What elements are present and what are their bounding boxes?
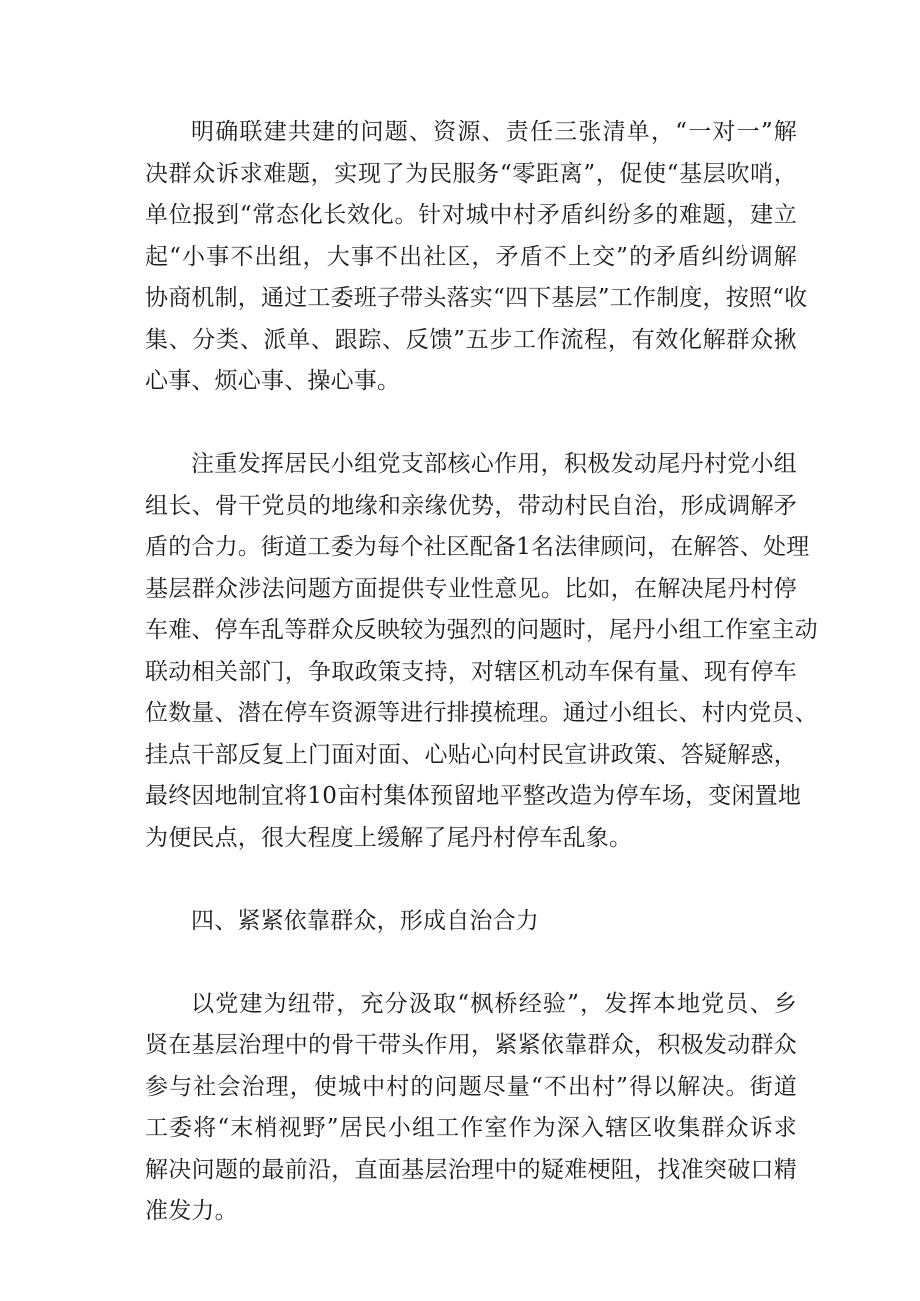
paragraph-line: 挂点干部反复上门面对面、心贴心向村民宣讲政策、答疑解惑， [145,741,797,768]
paragraph-1 [145,112,808,403]
paragraph-line: 联动相关部门，争取政策支持，对辖区机动车保有量、现有停车 [145,658,797,685]
paragraph-line: 车难、停车乱等群众反映较为强烈的问题时，尾丹小组工作室主动 [145,617,818,643]
paragraph-line: 解决问题的最前沿，直面基层治理中的疑难梗阻，找准突破口精 [145,1156,797,1183]
paragraph-line: 注重发挥居民小组党支部核心作用，积极发动尾丹村党小组 [191,451,797,477]
section-heading: 四、紧紧依靠群众，形成自治合力 [191,907,539,934]
paragraph-line: 组长、骨干党员的地缘和亲缘优势，带动村民自治，形成调解矛 [145,492,797,519]
paragraph-line: 协商机制，通过工委班子带头落实“四下基层”工作制度，按照“收 [145,285,808,311]
paragraph-line: 决群众诉求难题，实现了为民服务“零距离”，促使“基层吹哨， [145,160,797,187]
document-body [145,112,818,1274]
paragraph-line: 为便民点，很大程度上缓解了尾丹村停车乱象。 [145,824,633,851]
paragraph-line: 起“小事不出组，大事不出社区，矛盾不上交”的矛盾纠纷调解 [145,243,797,270]
paragraph-line: 工委将“末梢视野”居民小组工作室作为深入辖区收集群众诉求 [145,1115,797,1141]
paragraph-line: 心事、烦心事、操心事。 [145,368,401,394]
paragraph-line: 盾的合力。街道工委为每个社区配备1名法律顾问，在解答、处理 [145,534,810,560]
paragraph-3 [145,984,797,1233]
paragraph-line: 基层群众涉法问题方面提供专业性意见。比如，在解决尾丹村停 [145,575,797,602]
paragraph-line: 贤在基层治理中的骨干带头作用，紧紧依靠群众，积极发动群众 [145,1032,797,1058]
paragraph-line: 位数量、潜在停车资源等进行排摸梳理。通过小组长、村内党员、 [145,700,818,726]
paragraph-line: 单位报到“常态化长效化。针对城中村矛盾纠纷多的难题，建立 [145,202,797,228]
paragraph-2 [145,444,818,859]
paragraph-line: 最终因地制宜将10亩村集体预留地平整改造为停车场，变闲置地 [145,783,802,809]
paragraph-line: 以党建为纽带，充分汲取“枫桥经验”，发挥本地党员、乡 [191,990,797,1017]
paragraph-line: 集、分类、派单、跟踪、反馈”五步工作流程，有效化解群众揪 [145,326,797,353]
paragraph-line: 准发力。 [145,1198,238,1224]
paragraph-line: 明确联建共建的问题、资源、责任三张清单，“一对一”解 [191,119,797,145]
paragraph-line: 参与社会治理，使城中村的问题尽量“不出村”得以解决。街道 [145,1073,797,1100]
